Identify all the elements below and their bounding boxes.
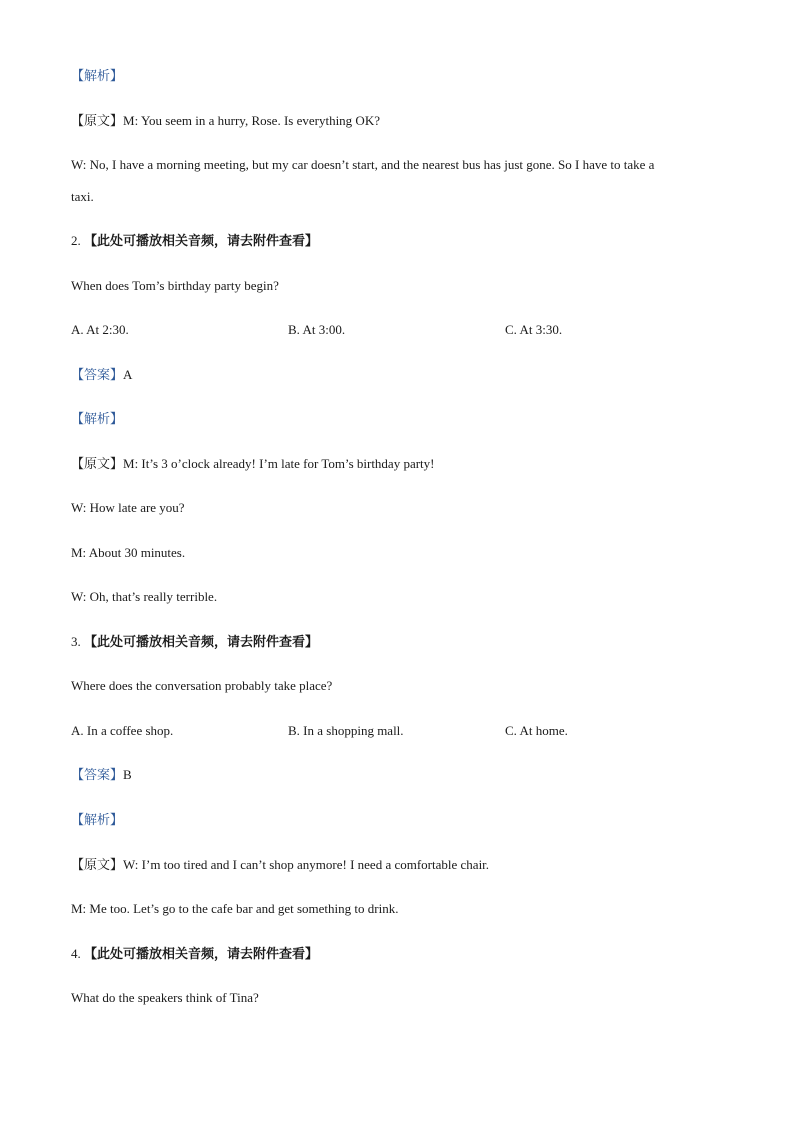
answer-value: A <box>123 367 133 382</box>
audio-note: 【此处可播放相关音频，请去附件查看】 <box>84 635 319 650</box>
dialogue-line: M: About 30 minutes. <box>71 545 186 560</box>
original-text-line <box>71 455 435 474</box>
question-4-header <box>71 945 318 964</box>
option-a: A. In a coffee shop. <box>71 723 174 738</box>
question-number: 3. <box>71 634 81 649</box>
dialogue-line: W: I’m too tired and I can’t shop anymore! I need a comfortable chair. <box>123 857 490 872</box>
analysis-label <box>71 811 123 830</box>
option-c: C. At 3:30. <box>505 322 563 337</box>
analysis-tag: 【解析】 <box>71 412 124 427</box>
analysis-label <box>71 410 123 429</box>
question-4-text: What do the speakers think of Tina? <box>71 990 259 1005</box>
dialogue-line: W: No, I have a morning meeting, but my car doesn’t start, and the nearest bus has just gone. So I have to take a <box>71 157 655 172</box>
answer-value: B <box>123 767 132 782</box>
dialogue-line: W: How late are you? <box>71 500 185 515</box>
dialogue-line: M: Me too. Let’s go to the cafe bar and get something to drink. <box>71 901 399 916</box>
answer-tag: 【答案】 <box>71 368 124 383</box>
option-b: B. In a shopping mall. <box>288 723 404 738</box>
question-number: 4. <box>71 946 81 961</box>
option-b: B. At 3:00. <box>288 322 346 337</box>
question-3-header <box>71 633 318 652</box>
analysis-tag: 【解析】 <box>71 69 124 84</box>
question-2-text: When does Tom’s birthday party begin? <box>71 278 279 293</box>
question-number: 2. <box>71 233 81 248</box>
option-a: A. At 2:30. <box>71 322 129 337</box>
original-text-line <box>71 856 489 875</box>
question-3-text: Where does the conversation probably take place? <box>71 678 333 693</box>
answer-tag: 【答案】 <box>71 768 124 783</box>
option-c: C. At home. <box>505 723 568 738</box>
audio-note: 【此处可播放相关音频，请去附件查看】 <box>84 947 319 962</box>
dialogue-line: W: Oh, that’s really terrible. <box>71 589 218 604</box>
original-tag: 【原文】 <box>71 114 124 129</box>
dialogue-line: taxi. <box>71 189 94 204</box>
dialogue-line: M: You seem in a hurry, Rose. Is everything OK? <box>123 113 380 128</box>
original-tag: 【原文】 <box>71 457 124 472</box>
question-2-header <box>71 232 318 251</box>
original-tag: 【原文】 <box>71 858 124 873</box>
analysis-label <box>71 67 123 86</box>
audio-note: 【此处可播放相关音频，请去附件查看】 <box>84 234 319 249</box>
answer-line <box>71 366 132 385</box>
answer-line <box>71 766 132 785</box>
analysis-tag: 【解析】 <box>71 813 124 828</box>
dialogue-line: M: It’s 3 o’clock already! I’m late for Tom’s birthday party! <box>123 456 435 471</box>
original-text-line <box>71 112 380 131</box>
